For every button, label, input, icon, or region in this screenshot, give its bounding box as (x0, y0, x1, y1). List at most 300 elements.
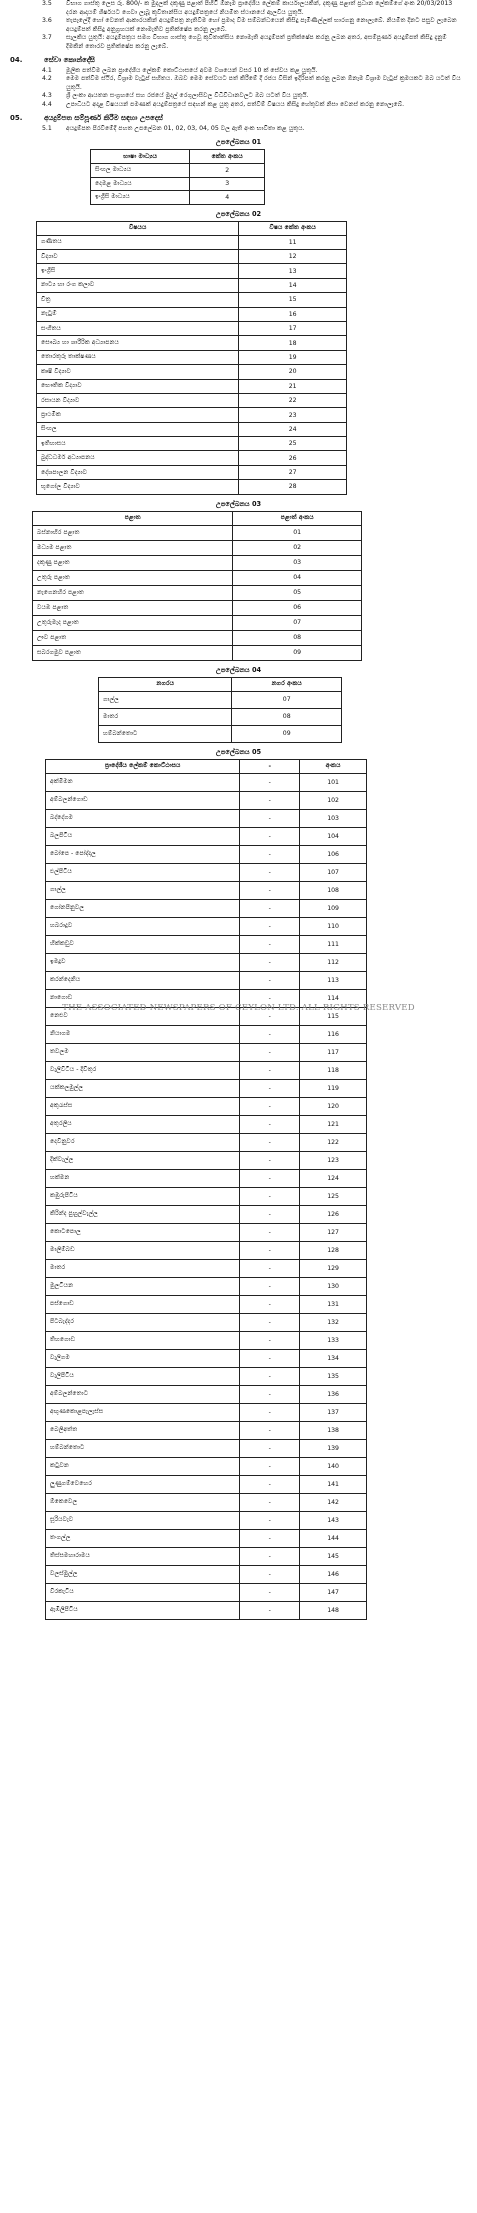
table-row (46, 1475, 367, 1493)
dash-separator: - (240, 863, 300, 881)
clause-number: 3.7 (42, 34, 52, 42)
row-code: 18 (239, 336, 347, 350)
table-row (46, 1349, 367, 1367)
division-code: 137 (300, 1403, 367, 1421)
division-code: 132 (300, 1313, 367, 1331)
dash-separator: - (240, 1403, 300, 1421)
row-code: 01 (233, 525, 362, 540)
row-label: මාතර (99, 708, 232, 725)
table-row (37, 365, 347, 379)
dash-separator: - (240, 1349, 300, 1367)
table-row (37, 437, 347, 451)
row-code: 28 (239, 480, 347, 494)
dash-separator: - (240, 1043, 300, 1061)
division-code: 122 (300, 1133, 367, 1151)
schedule-03-table (32, 511, 362, 661)
division-name: ගාල්ල (46, 881, 240, 899)
clause-number: 4.1 (42, 66, 52, 74)
division-name: අකුරැස්ස (46, 1097, 240, 1115)
row-label: තොරතුරු තාක්ෂණය (37, 350, 239, 364)
row-code: 09 (232, 725, 342, 742)
division-code: 115 (300, 1007, 367, 1025)
row-code: 25 (239, 437, 347, 451)
division-name: හම්බන්තොට (46, 1439, 240, 1457)
table-row (46, 1331, 367, 1349)
table-row (37, 278, 347, 292)
row-label: දකුණු පළාත (33, 555, 233, 570)
clause-text: අයදුම්පත පිරවීමේදී පහත උපලේඛන 01, 02, 03, 04, 05 වල ඇති අංක භාවිතා කළ යුතුය. (66, 124, 305, 132)
division-name: බලපිටිය (46, 827, 240, 845)
table-row (33, 630, 362, 645)
division-name: වලස්මුල්ල (46, 1565, 240, 1583)
schedule-05-title: උපලේඛනය 05 (215, 747, 262, 756)
section-5-heading (4, 114, 473, 123)
table-row (99, 708, 342, 725)
table-row (46, 1025, 367, 1043)
table-row (46, 845, 367, 863)
dash-separator: - (240, 1565, 300, 1583)
division-code: 109 (300, 899, 367, 917)
table-row (46, 1457, 367, 1475)
row-code: 19 (239, 350, 347, 364)
division-code: 106 (300, 845, 367, 863)
header-row (99, 677, 342, 691)
dash-separator: - (240, 1295, 300, 1313)
division-code: 107 (300, 863, 367, 881)
row-code: 08 (233, 630, 362, 645)
table-row (46, 1547, 367, 1565)
dash-separator: - (240, 827, 300, 845)
table-row (33, 555, 362, 570)
dash-separator: - (240, 1601, 300, 1619)
row-label: සබරගමුව පළාත (33, 645, 233, 660)
table-row (37, 235, 347, 249)
division-name: බෝපෙ - පෝද්දල (46, 845, 240, 863)
table-row (99, 725, 342, 742)
table-row (37, 321, 347, 335)
division-name: දෙවිනුවර (46, 1133, 240, 1151)
table-row (46, 1313, 367, 1331)
division-name: පිටබැද්දර (46, 1313, 240, 1331)
division-code: 102 (300, 791, 367, 809)
row-code: 4 (190, 191, 265, 205)
division-name: යක්කලමුල්ල (46, 1079, 240, 1097)
division-code: 128 (300, 1241, 367, 1259)
row-label: උතුරු පළාත (33, 570, 233, 585)
table-row (46, 1115, 367, 1133)
table-row (37, 264, 347, 278)
clauses-section-3 (4, 0, 473, 52)
clause-text: මූලික පත්වීම ලබන ප්‍රාදේශීය ලේකම් කොට්ඨාසයේ අවම වශයෙන් වසර 10 ක් සේවය කළ යුතුයි. (66, 66, 318, 74)
division-code: 140 (300, 1457, 367, 1475)
row-label: ඉතිහාසය (37, 437, 239, 451)
division-name: කොටපොල (46, 1223, 240, 1241)
clause (4, 67, 473, 76)
header-row (33, 511, 362, 525)
table-row (46, 971, 367, 989)
row-code: 16 (239, 307, 347, 321)
division-name: හික්කඩුව (46, 935, 240, 953)
clause-text: සැලකිය යුතුයි: අයදුම්පත්‍රය සමග විභාග ගාස්තු ගෙවූ කුවිතාන්සිය නොමැති අයදුම්පත් ප්‍රතික්ෂේප කරනු ලබන අතර, අසම්පූර්ණ අයදුම්පත් කිසිදු දැනුම් දීමකින් තොරව ප්‍රතික්ෂේප කරනු ලැබේ. (66, 34, 447, 50)
table-row (37, 422, 347, 436)
row-label: රසායන විද්‍යාව (37, 393, 239, 407)
division-code: 134 (300, 1349, 367, 1367)
dash-separator: - (240, 1205, 300, 1223)
table-row (46, 1583, 367, 1601)
division-name: වීරකැටිය (46, 1583, 240, 1601)
division-name: හක්මන (46, 1169, 240, 1187)
table-row (46, 791, 367, 809)
table-row (46, 1385, 367, 1403)
clause (4, 125, 473, 134)
table-row (33, 615, 362, 630)
division-code: 121 (300, 1115, 367, 1133)
clause (4, 0, 473, 17)
table-row (46, 1403, 367, 1421)
row-label: බස්නාහිර පළාත (33, 525, 233, 540)
column-header: පළාත් අංකය (233, 511, 362, 525)
division-name: මාලිම්බඩ (46, 1241, 240, 1259)
table-row (46, 1043, 367, 1061)
clause-text: තැපෑලේදී හෝ වෙනත් ආකාරයකින් අයදුම්පත්‍ර නැතිවීම හෝ ප්‍රමාද වීම සම්බන්ධයෙන් කිසිදු පැමිණිල්ලක් භාරගනු නොලැබේ. නියමිත දිනට පසුව ලැබෙන අයදුම්පත් කිසිදු අනුග්‍රහයක් නොමැතිව ප්‍රතික්ෂේප කරනු ලැබේ. (66, 17, 457, 33)
schedule-03-title: උපලේඛනය 03 (215, 499, 262, 508)
division-name: අම්බලන්ගොඩ (46, 791, 240, 809)
table-row (46, 1295, 367, 1313)
column-header: ප්‍රාදේශීය ලේකම් කොට්ඨාසය (46, 759, 240, 773)
table-row (46, 1061, 367, 1079)
table-row (37, 379, 347, 393)
column-header: භාෂා මාධ්‍යය (91, 150, 190, 164)
row-code: 27 (239, 465, 347, 479)
row-label: ඉංග්‍රීසි (37, 264, 239, 278)
column-header: විෂය කේත අංකය (239, 221, 347, 235)
division-name: පස්ගොඩ (46, 1295, 240, 1313)
division-code: 110 (300, 917, 367, 935)
division-code: 143 (300, 1511, 367, 1529)
dash-separator: - (240, 1115, 300, 1133)
row-code: 02 (233, 540, 362, 555)
row-label: ගණිතය (37, 235, 239, 249)
row-label: සෞඛ්‍ය හා ශාරීරික අධ්‍යාපනය (37, 336, 239, 350)
division-code: 139 (300, 1439, 367, 1457)
table-row (46, 1601, 367, 1619)
division-name: කිරින්ද පුහුල්වැල්ල (46, 1205, 240, 1223)
column-header: විෂයය (37, 221, 239, 235)
division-name: අතුරලිය (46, 1115, 240, 1133)
table-row (46, 1223, 367, 1241)
schedule-04-table (98, 677, 342, 743)
row-label: මධ්‍යම පළාත (33, 540, 233, 555)
division-name: නාගොඩ (46, 989, 240, 1007)
section-number: 04. (10, 55, 23, 64)
clause (4, 101, 473, 110)
clause-number: 3.5 (42, 0, 52, 7)
division-code: 114 (300, 989, 367, 1007)
clause-text: විභාග ගාස්තු ලෙස රු. 800/- ක මුදලක් දකුණු පළාත් පිහිටි ඕනෑම ප්‍රාදේශීය ලේකම් කාර්යාලයකින්, දකුණු පළාත් ප්‍රධාන ලේකම්ගේ අංක 20/03/2013 දරන ආදායම් ශීර්ෂයට ගෙවා ලැබූ කුවිතාන්සිය අයදුම්පත්‍රයේ නියමිත ස්ථානයේ ඇලවිය යුතුයි. (66, 0, 453, 16)
table-row (46, 1421, 367, 1439)
division-code: 126 (300, 1205, 367, 1223)
division-name: කටුවන (46, 1457, 240, 1475)
table-row (91, 164, 265, 178)
row-label: උතුරුමැද පළාත (33, 615, 233, 630)
table-row (46, 953, 367, 971)
dash-separator: - (240, 935, 300, 953)
dash-separator: - (240, 1007, 300, 1025)
division-code: 123 (300, 1151, 367, 1169)
table-row (46, 1529, 367, 1547)
row-code: 07 (233, 615, 362, 630)
division-code: 108 (300, 881, 367, 899)
table-row (46, 1259, 367, 1277)
division-code: 135 (300, 1367, 367, 1385)
table-row (46, 1151, 367, 1169)
clause-number: 4.2 (42, 75, 52, 83)
division-code: 116 (300, 1025, 367, 1043)
dash-separator: - (240, 1421, 300, 1439)
division-name: බද්දේගම (46, 809, 240, 827)
dash-separator: - (240, 1385, 300, 1403)
row-label: චිත්‍ර (37, 293, 239, 307)
row-label: ගාල්ල (99, 691, 232, 708)
table-row (46, 1565, 367, 1583)
gazette-page (4, 0, 473, 1620)
row-label: නාට්‍ය හා රංග කලාව (37, 278, 239, 292)
dash-separator: - (240, 1331, 300, 1349)
row-code: 17 (239, 321, 347, 335)
division-code: 118 (300, 1061, 367, 1079)
row-code: 06 (233, 600, 362, 615)
division-code: 147 (300, 1583, 367, 1601)
row-code: 26 (239, 451, 347, 465)
division-name: ගෝනපිනුවල (46, 899, 240, 917)
clause (4, 17, 473, 34)
division-code: 125 (300, 1187, 367, 1205)
row-code: 08 (232, 708, 342, 725)
table-row (37, 250, 347, 264)
section-number: 05. (10, 113, 23, 122)
division-code: 131 (300, 1295, 367, 1313)
dash-separator: - (240, 1583, 300, 1601)
table-row (46, 1169, 367, 1187)
column-header: නගර අංකය (232, 677, 342, 691)
division-name: වැලිගම (46, 1349, 240, 1367)
row-code: 23 (239, 408, 347, 422)
column-header: කේත අංකය (190, 150, 265, 164)
dash-separator: - (240, 917, 300, 935)
dash-separator: - (240, 1475, 300, 1493)
row-code: 2 (190, 164, 265, 178)
schedule-05-table (45, 759, 367, 1620)
division-code: 146 (300, 1565, 367, 1583)
dash-separator: - (240, 1169, 300, 1187)
division-code: 120 (300, 1097, 367, 1115)
table-row (33, 585, 362, 600)
division-code: 144 (300, 1529, 367, 1547)
dash-separator: - (240, 1097, 300, 1115)
column-header: අංකය (300, 759, 367, 773)
division-name: කරන්දෙනිය (46, 971, 240, 989)
table-row (46, 1367, 367, 1385)
row-label: විද්‍යාව (37, 250, 239, 264)
division-code: 101 (300, 773, 367, 791)
division-code: 138 (300, 1421, 367, 1439)
dash-separator: - (240, 1259, 300, 1277)
header-row (37, 221, 347, 235)
table-row (46, 1439, 367, 1457)
division-name: හබරාදූව (46, 917, 240, 935)
division-name: සූරියවැව (46, 1511, 240, 1529)
header-row (46, 759, 367, 773)
division-code: 113 (300, 971, 367, 989)
division-code: 136 (300, 1385, 367, 1403)
clause (4, 75, 473, 92)
row-code: 15 (239, 293, 347, 307)
section-title: සේවා කොන්දේසි (44, 55, 95, 64)
row-label: නැටුම් (37, 307, 239, 321)
division-code: 112 (300, 953, 367, 971)
dash-separator: - (240, 1151, 300, 1169)
table-row (46, 1097, 367, 1115)
table-row (46, 881, 367, 899)
clause-text: මෙම පත්වීම ස්ථිර, විශ්‍රාම වැටුප් සහිතය. ඔබව මෙම සේවයට පත් කිරීමේ දී රජය විසින් ඉදිරිපත් කරනු ලබන ඕනෑම විශ්‍රාම වැටුප් ක්‍රමයකට ඔබ යටත් විය යුතුයි. (66, 75, 461, 91)
header-row (91, 150, 265, 164)
table-row (37, 307, 347, 321)
dash-separator: - (240, 1223, 300, 1241)
dash-separator: - (240, 899, 300, 917)
division-name: එල්පිටිය (46, 863, 240, 881)
table-row (99, 691, 342, 708)
row-code: 03 (233, 555, 362, 570)
division-code: 129 (300, 1259, 367, 1277)
division-name: තිහගොඩ (46, 1331, 240, 1349)
table-row (46, 1205, 367, 1223)
clause-text: උපාධියට අදාළ විෂයයන් පමණක් අයදුම්පත්‍රයේ සඳහන් කළ යුතු අතර, පත්වීම් විෂයය කිසිදු හේතුවක් නිසා වෙනස් කරනු නොලැබේ. (66, 100, 405, 108)
division-code: 127 (300, 1223, 367, 1241)
division-code: 111 (300, 935, 367, 953)
division-name: තිස්සමහාරාමය (46, 1547, 240, 1565)
dash-separator: - (240, 971, 300, 989)
table-row (37, 465, 347, 479)
row-code: 11 (239, 235, 347, 249)
row-label: භූගෝල විද්‍යාව (37, 480, 239, 494)
row-label: කෘෂි විද්‍යාව (37, 365, 239, 379)
row-label: සිංහල (37, 422, 239, 436)
row-label: ප්‍රාථමික (37, 408, 239, 422)
row-label: සංගීතය (37, 321, 239, 335)
row-code: 09 (233, 645, 362, 660)
clauses-section-5 (4, 125, 473, 134)
section-title: අයදුම්පත සම්පූර්ණ කිරීම සඳහා උපදෙස් (44, 113, 163, 122)
dash-separator: - (240, 1277, 300, 1295)
division-code: 141 (300, 1475, 367, 1493)
dash-separator: - (240, 791, 300, 809)
section-4-heading (4, 56, 473, 65)
table-row (33, 645, 362, 660)
dash-separator: - (240, 1457, 300, 1475)
table-row (46, 1241, 367, 1259)
row-label: දේශපාලන විද්‍යාව (37, 465, 239, 479)
row-code: 07 (232, 691, 342, 708)
dash-separator: - (240, 1061, 300, 1079)
dash-separator: - (240, 1547, 300, 1565)
table-row (46, 1133, 367, 1151)
row-label: දෙමළ මාධ්‍යය (91, 177, 190, 191)
copyright-watermark: THE ASSOCIATED NEWSPAPERS OF CEYLON LTD. ALL RIGHTS RESERVED (62, 1003, 415, 1013)
division-name: දික්වැල්ල (46, 1151, 240, 1169)
division-name: අඟුණකොළපැලැස්ස (46, 1403, 240, 1421)
row-code: 04 (233, 570, 362, 585)
table-row (37, 408, 347, 422)
division-name: මුලටියන (46, 1277, 240, 1295)
dash-separator: - (240, 1511, 300, 1529)
division-code: 104 (300, 827, 367, 845)
row-code: 20 (239, 365, 347, 379)
dash-separator: - (240, 953, 300, 971)
clauses-section-4 (4, 67, 473, 110)
schedule-01-title: උපලේඛනය 01 (215, 138, 262, 147)
dash-separator: - (240, 809, 300, 827)
table-row (46, 1277, 367, 1295)
table-row (46, 917, 367, 935)
division-name: තංගල්ල (46, 1529, 240, 1547)
division-name: ඕකෙවෙල (46, 1493, 240, 1511)
row-label: බුද්ධධර්ම අධ්‍යාපනය (37, 451, 239, 465)
division-code: 130 (300, 1277, 367, 1295)
dash-separator: - (240, 1439, 300, 1457)
division-name: ලුණුගම්වෙහෙර (46, 1475, 240, 1493)
division-name: ඇඹිලිපිටිය (46, 1601, 240, 1619)
dash-separator: - (240, 1133, 300, 1151)
column-header: නගරය (99, 677, 232, 691)
table-row (46, 1493, 367, 1511)
dash-separator: - (240, 1079, 300, 1097)
table-row (46, 935, 367, 953)
clause-number: 4.4 (42, 100, 52, 108)
row-code: 12 (239, 250, 347, 264)
clause (4, 34, 473, 51)
clause-number: 4.3 (42, 92, 52, 100)
table-row (33, 540, 362, 555)
row-label: ඌව පළාත (33, 630, 233, 645)
table-row (37, 393, 347, 407)
column-header: පළාත (33, 511, 233, 525)
table-row (46, 899, 367, 917)
division-code: 124 (300, 1169, 367, 1187)
row-label: නැගෙනහිර පළාත (33, 585, 233, 600)
table-row (33, 600, 362, 615)
dash-separator: - (240, 1529, 300, 1547)
division-name: නෙළුව (46, 1007, 240, 1025)
dash-separator: - (240, 1241, 300, 1259)
dash-separator: - (240, 1367, 300, 1385)
dash-separator: - (240, 989, 300, 1007)
division-code: 133 (300, 1331, 367, 1349)
table-row (37, 336, 347, 350)
table-row (46, 827, 367, 845)
row-label: භෞතික විද්‍යාව (37, 379, 239, 393)
division-name: අම්බලන්තොට (46, 1385, 240, 1403)
row-code: 21 (239, 379, 347, 393)
table-row (37, 293, 347, 307)
division-name: අක්මීමන (46, 773, 240, 791)
dash-separator: - (240, 1493, 300, 1511)
clause-number: 3.6 (42, 17, 52, 25)
row-code: 05 (233, 585, 362, 600)
schedule-04-title: උපලේඛනය 04 (215, 665, 262, 674)
row-code: 22 (239, 393, 347, 407)
table-row (46, 809, 367, 827)
table-row (37, 451, 347, 465)
